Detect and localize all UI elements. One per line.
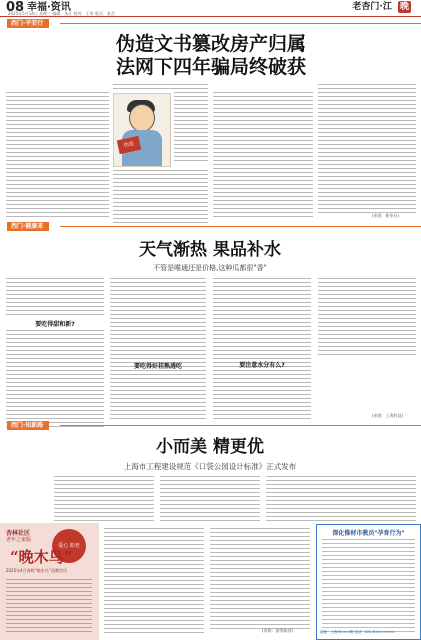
section-tag: 西门·平安行 [7,19,49,28]
brand-text: 老杏门·江 [352,2,392,12]
section-band-3 [0,421,421,430]
article-column [113,170,208,230]
ad-line: 2025年4月春晖“晚木鸟”品牌活动 [6,568,67,573]
article-credit: (来源：上海科技) [372,413,404,418]
ad-title: “晚木鸟” [10,548,73,566]
article-column [113,84,208,92]
article-column [110,278,206,422]
article-credit: (来源：澎湃新闻) [262,628,294,633]
article-column [6,330,104,430]
article-column [318,278,416,358]
article-column [6,278,104,318]
article-column [318,84,416,216]
issue-meta: 2025年5月14日 星期三 编辑：朱江 校对：王彤 版式：张芸 [8,11,115,16]
section-title: 幸福·资讯 [27,2,71,13]
headline-3: 小而美 精更优 [156,437,264,457]
article-column [54,476,154,524]
headline-1b: 法网下四年骗局终破获 [115,56,306,78]
article-column [104,528,204,636]
illustration-label: 伪造 [117,136,141,154]
section-tag: 西门·健康来 [7,222,49,231]
headline-1: 伪造文书篡改房产归属 [115,33,306,55]
section-band-2 [0,222,421,231]
article-column [210,528,310,632]
ad-line: 老年之家版 [6,537,32,543]
subhead: 要吃得甜和新? [35,321,75,328]
ad-badge: 爱心 助老 [52,529,86,563]
article-column [174,92,208,164]
advertisement-right [316,524,421,640]
article-credit: (来源：新华社) [372,213,400,218]
article-column [266,476,416,524]
subtitle-3: 上海市工程建设规范《口袋公园设计标准》正式发布 [123,462,297,471]
article-column [213,92,313,220]
advertisement-left [0,523,99,640]
section-band-1 [0,19,421,28]
brand-logo: 晚 [399,2,409,12]
page-number: 08 [6,0,25,15]
cartoon-illustration [113,93,171,167]
masthead-brand [352,1,411,13]
subhead: 要注意水分有么? [239,362,285,369]
ad-footer: 地址：上海市×××路 电话：021-61×××××× [320,630,395,634]
ad-title: 深化惟材市教员"孕育行为" [332,530,405,537]
section-tag: 西门·知新路 [7,421,49,430]
article-column [6,92,109,220]
ad-line: 杏林社区 [6,530,31,537]
subtitle-2: 不管是喉通还是价格,这种瓜都很"香" [153,264,267,272]
article-column [213,278,311,422]
subhead: 要吃得好挂熟透吃 [133,363,182,370]
headline-2: 天气渐热 果品补水 [139,240,281,260]
page-header [0,0,421,17]
article-column [160,476,260,524]
